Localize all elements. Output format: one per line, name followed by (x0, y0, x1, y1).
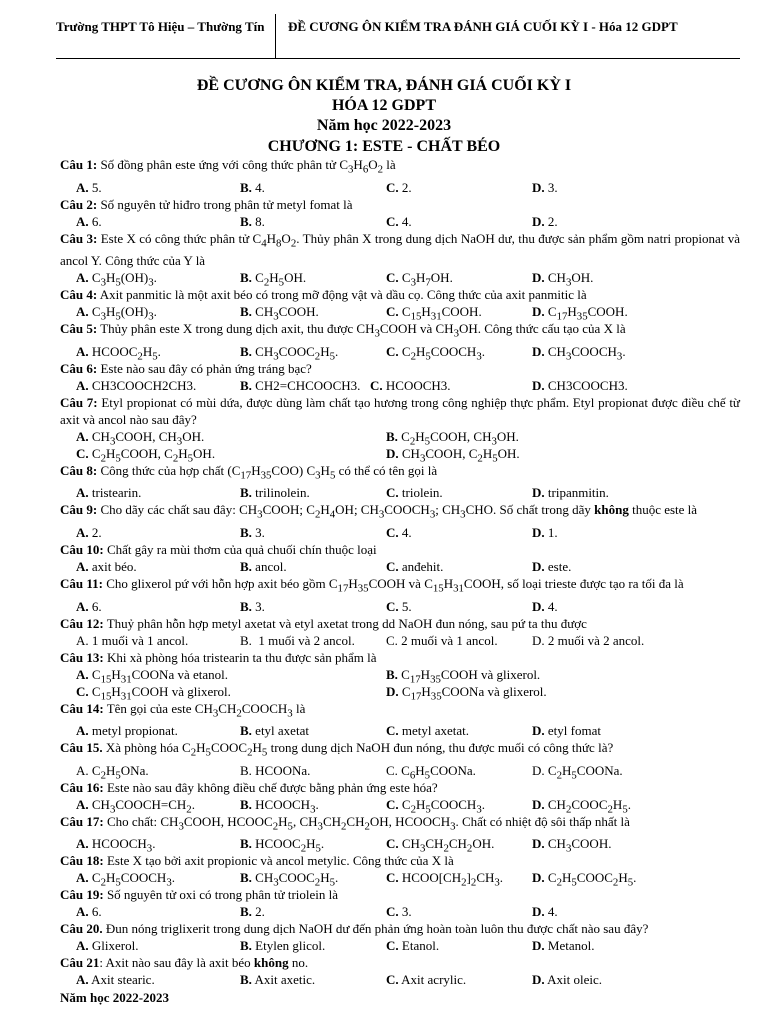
options-12: A. 1 muối và 1 ancol. B. 1 muối và 2 ancol. C. 2 muối và 1 ancol. D. 2 muối và 2 ancol. (76, 632, 645, 648)
question-8: Câu 8: Công thức của hợp chất $(C_{17}H_{35}COO)$ $C_3H_5$ có thể có tên gọi là (60, 462, 438, 482)
question-7: Câu 7: Etyl propionat có mùi dứa, được dùng làm chất tạo hương trong công nghiệp thực phẩm. Etyl propionat được điều chế từ axit và ancol nào sau đây? (60, 394, 740, 427)
question-15: Câu 15. Xà phòng hóa $C_2H_5COOC_2H_5$ trong dung dịch NaOH đun nóng, thu được muối có công thức là? (60, 740, 614, 759)
question-6: Câu 6: Este nào sau đây có phản ứng tráng bạc? (60, 360, 312, 376)
question-14: Câu 14: Tên gọi của este $CH_3CH_2COOCH_3$ là (60, 700, 306, 720)
question-10: Câu 10: Chất gây ra mùi thơm của quả chuối chín thuộc loại (60, 541, 377, 557)
main-title: ĐỀ CƯƠNG ÔN KIỂM TRA, ĐÁNH GIÁ CUỐI KỲ I (196, 77, 572, 94)
question-19: Câu 19: Số nguyên tử oxi có trong phân tử triolein là (60, 887, 339, 903)
options-20: A. Glixerol. B. Etylen glicol. C. Etanol. D. Metanol. (76, 938, 595, 954)
options-1: A. 5. B. 4. C. 2. D. 3. (76, 179, 558, 195)
question-12: Câu 12: Thuỷ phân hỗn hợp metyl axetat và etyl axetat trong dd NaOH đun nóng, sau pứ ta thu được (60, 615, 587, 631)
options-17: A. $HCOOCH_3$. B. $HCOOC_2H_5$. C. $CH_3CH_2CH_2OH$. D. $CH_3COOH$. (76, 836, 612, 855)
subject-title: HÓA 12 GDPT (331, 97, 436, 114)
question-9: Câu 9: Cho dãy các chất sau đây: $CH_3COOH$; $C_2H_4OH$; $CH_3COOCH_3$; $CH_3CHO$. Số chất trong dãy không thuộc este là (60, 502, 698, 521)
question-20: Câu 20. Đun nóng triglixerit trong dung dịch NaOH dư đến phản ứng hoàn toàn luôn thu được chất nào sau đây? (60, 921, 649, 937)
options-3: A. $C_3H_5(OH)_3$. B. $C_2H_5OH$. C. $C_3H_7OH$. D. $CH_3OH$. (76, 270, 594, 289)
options-8: A. tristearin. B. trilinolein. C. triolein. D. tripanmitin. (76, 485, 609, 501)
chapter-title: CHƯƠNG 1: ESTE - CHẤT BÉO (267, 138, 501, 155)
page-footer: Năm học 2022-2023 (60, 990, 170, 1005)
options-5: A. $HCOOC_2H_5$. B. $CH_3COOC_2H_5$. C. $C_2H_5COOCH_3$. D. $CH_3COOCH_3$. (76, 343, 626, 363)
options-13a: A. $C_{15}H_{31}COONa$ và etanol. B. $C_{17}H_{35}COOH$ và glixerol. (76, 666, 541, 686)
options-7a: A. $CH_3COOH$, $CH_3OH$. B. $C_2H_5COOH$, $CH_3OH$. (76, 428, 519, 448)
school-name: Trường THPT Tô Hiệu – Thường Tín (56, 14, 276, 58)
options-21: A. Axit stearic. B. Axit axetic. C. Axit acrylic. D. Axit oleic. (76, 972, 603, 988)
options-16: A. $CH_3COOCH=CH_2$. B. $HCOOCH_3$. C. $C_2H_5COOCH_3$. D. $CH_2COOC_2H_5$. (76, 796, 631, 816)
page-header (56, 14, 740, 59)
question-2: Câu 2: Số nguyên tử hiđro trong phân tử metyl fomat là (60, 196, 353, 212)
options-6: A. CH3COOCH2CH3. B. CH2=CHCOOCH3. C. HCOOCH3. D. CH3COOCH3. (76, 377, 628, 393)
question-21: Câu 21: Axit nào sau đây là axit béo không no. (60, 955, 309, 971)
options-11: A. 6. B. 3. C. 5. D. 4. (76, 598, 558, 614)
question-1: Câu 1: Số đồng phân este ứng với công thức phân tử $C_3H_6O_2$ là (60, 157, 396, 176)
options-7b: C. $C_2H_5COOH$, $C_2H_5OH$. D. $CH_3COOH$, $C_2H_5OH$. (76, 445, 520, 465)
options-10: A. axit béo. B. ancol. C. anđehit. D. este. (76, 558, 572, 574)
options-13b: C. $C_{15}H_{31}COOH$ và glixerol. D. $C_{17}H_{35}COONa$ và glixerol. (76, 683, 547, 703)
options-14: A. metyl propionat. B. etyl axetat C. metyl axetat. D. etyl fomat (76, 723, 601, 739)
header-doc-title: ĐỀ CƯƠNG ÔN KIỂM TRA ĐÁNH GIÁ CUỐI KỲ I - Hóa 12 GDPT (288, 19, 678, 34)
question-17: Câu 17: Cho chất: $CH_3COOH$, $HCOOC_2H_5$, $CH_3CH_2CH_2OH$, $HCOOCH_3$. Chất có nhiệt độ sôi thấp nhất là (60, 813, 630, 833)
question-16: Câu 16: Este nào sau đây không điều chế được bằng phản ứng este hóa? (60, 779, 438, 795)
question-13: Câu 13: Khi xà phòng hóa tristearin ta thu được sản phẩm là (60, 649, 377, 665)
question-3: Câu 3: Este X có công thức phân tử $C_4H_8O_2$. Thủy phân X trong dung dịch NaOH dư, thu được sản phẩm gồm natri propionat và ancol Y. Công thức của Y là (60, 230, 740, 269)
options-15: A. $C_2H_5ONa$. B. HCOONa. C. $C_6H_5COONa$. D. $C_2H_5COONa$. (76, 762, 623, 782)
question-18: Câu 18: Este X tạo bởi axit propionic và ancol metylic. Công thức của X là (60, 853, 454, 869)
question-4: Câu 4: Axit panmitic là một axit béo có trong mỡ động vật và dầu cọ. Công thức của axit panmitic là (60, 287, 587, 303)
question-11: Câu 11: Cho glixerol pứ với hỗn hợp axit béo gồm $C_{17}H_{35}COOH$ và $C_{15}H_{31}COOH$, số loại trieste được tạo ra tối đa là (60, 575, 684, 595)
options-19: A. 6. B. 2. C. 3. D. 4. (76, 904, 558, 920)
options-9: A. 2. B. 3. C. 4. D. 1. (76, 524, 558, 540)
question-5: Câu 5: Thủy phân este X trong dung dịch axit, thu được $CH_3COOH$ và $CH_3OH$. Công thức cấu tạo của X là (60, 321, 626, 340)
questions-list (60, 156, 740, 988)
document-titles (0, 76, 768, 157)
options-18: A. $C_2H_5COOCH_3$. B. $CH_3COOC_2H_5$. C. $HCOO[CH_2]_2CH_3$. D. $C_2H_5COOC_2H_5$. (76, 870, 637, 889)
school-year: Năm học 2022-2023 (316, 117, 452, 134)
options-2: A. 6. B. 8. C. 4. D. 2. (76, 213, 558, 229)
options-4: A. $C_3H_5(OH)_3$. B. $CH_3COOH$. C. $C_{15}H_{31}COOH$. D. $C_{17}H_{35}COOH$. (76, 304, 628, 323)
